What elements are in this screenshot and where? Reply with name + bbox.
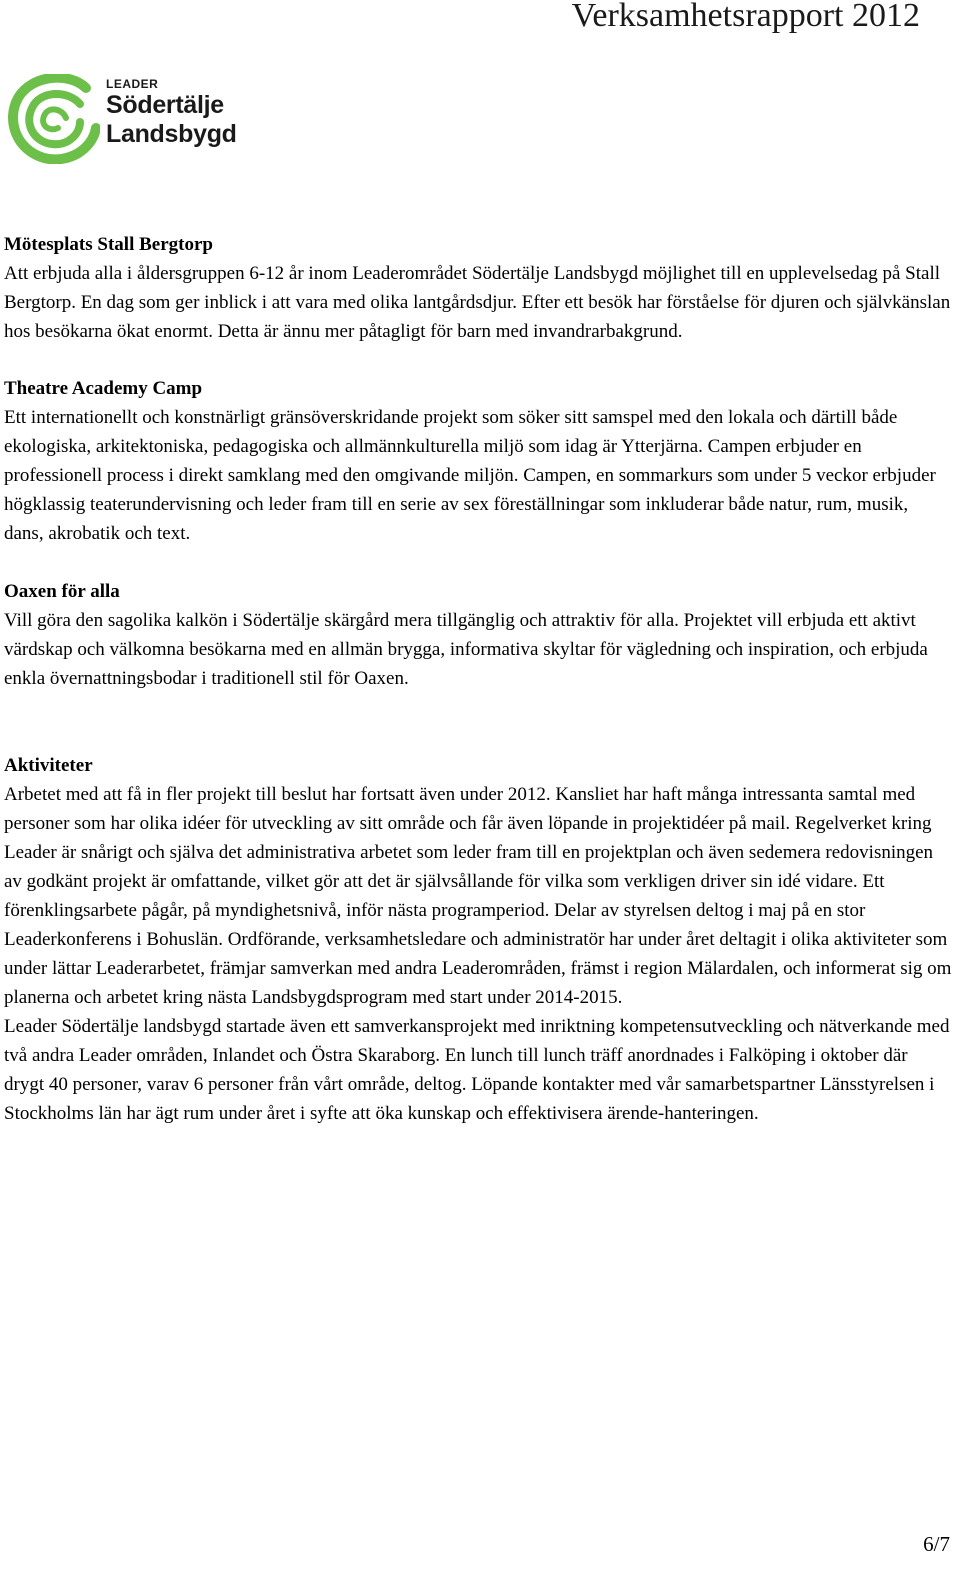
page-number: 6/7	[923, 1532, 950, 1556]
section-heading: Theatre Academy Camp	[4, 378, 203, 399]
section-paragraph: Vill göra den sagolika kalkön i Södertälje skärgård mera tillgänglig och attraktiv för alla. Projektet vill erbjuda ett aktivt värdskap och välkomna besökarna med en allmän brygga, informativa skyltar för vägledning och inspiration, och erbjuda enkla övernattningsbodar i traditionell stil för Oaxen.	[4, 610, 928, 689]
logo-sodertalje-text: Södertälje	[106, 91, 224, 119]
section-heading: Mötesplats Stall Bergtorp	[4, 234, 213, 255]
section-heading: Aktiviteter	[4, 755, 93, 776]
section-paragraph: Att erbjuda alla i åldersgruppen 6-12 år inom Leaderområdet Södertälje Landsbygd möjlighet till en upplevelsedag på Stall Bergtorp. En dag som ger inblick i att vara med olika lantgårdsdjur. Efter ett besök har förståelse för djuren och självkänslan hos besökarna ökat enormt. Detta är ännu mer påtagligt för barn med invandrarbakgrund.	[4, 263, 951, 342]
section-motesplats-stall-bergtorp	[4, 230, 952, 346]
report-title: Verksamhetsrapport 2012	[571, 0, 920, 34]
section-oaxen-for-alla	[4, 577, 952, 693]
section-aktiviteter	[4, 751, 952, 1128]
document-body	[4, 230, 952, 1128]
logo-leader-text: LEADER	[106, 77, 159, 91]
logo-text	[106, 74, 248, 149]
section-paragraph: Arbetet med att få in fler projekt till beslut har fortsatt även under 2012. Kansliet har haft många intressanta samtal med personer som har olika idéer för utveckling av sitt område och får även löpande in projektidéer på mail. Regelverket kring Leader är snårigt och själva det administrativa arbetet som leder fram till en projektplan och även sedemera redovisningen av godkänt projekt är omfattande, vilket gör att det är självsållande för vilka som verkligen driver sin idé vidare. Ett förenklingsarbete pågår, på myndighetsnivå, inför nästa programperiod. Delar av styrelsen deltog i maj på en stor Leaderkonferens i Bohuslän. Ordförande, verksamhetsledare och administratör har under året deltagit i olika aktiviteter som under lättar Leaderarbetet, främjar samverkan med andra Leaderområden, främst i region Mälardalen, och informerat sig om planerna och arbetet kring nästa Landsbygdsprogram med start under 2014-2015.	[4, 784, 952, 1008]
logo-landsbygd-text: Landsbygd	[106, 120, 237, 148]
leader-sodertalje-logo	[8, 74, 248, 164]
spiral-logo-icon	[8, 74, 100, 164]
section-theatre-academy-camp	[4, 374, 952, 548]
section-heading: Oaxen för alla	[4, 581, 120, 602]
section-paragraph: Leader Södertälje landsbygd startade även ett samverkansprojekt med inriktning kompetensutveckling och nätverkande med två andra Leader områden, Inlandet och Östra Skaraborg. En lunch till lunch träff anordnades i Falköping i oktober där drygt 40 personer, varav 6 personer från vårt område, deltog. Löpande kontakter med vår samarbetspartner Länsstyrelsen i Stockholms län har ägt rum under året i syfte att öka kunskap och effektivisera ärende-hanteringen.	[4, 1016, 950, 1124]
section-paragraph: Ett internationellt och konstnärligt gränsöverskridande projekt som söker sitt samspel med den lokala och därtill både ekologiska, arkitektoniska, pedagogiska och allmännkulturella miljö som idag är Ytterjärna. Campen erbjuder en professionell process i direkt samklang med den omgivande miljön. Campen, en sommarkurs som under 5 veckor erbjuder högklassig teaterundervisning och leder fram till en serie av sex föreställningar som inkluderar både natur, rum, musik, dans, akrobatik och text.	[4, 407, 936, 544]
